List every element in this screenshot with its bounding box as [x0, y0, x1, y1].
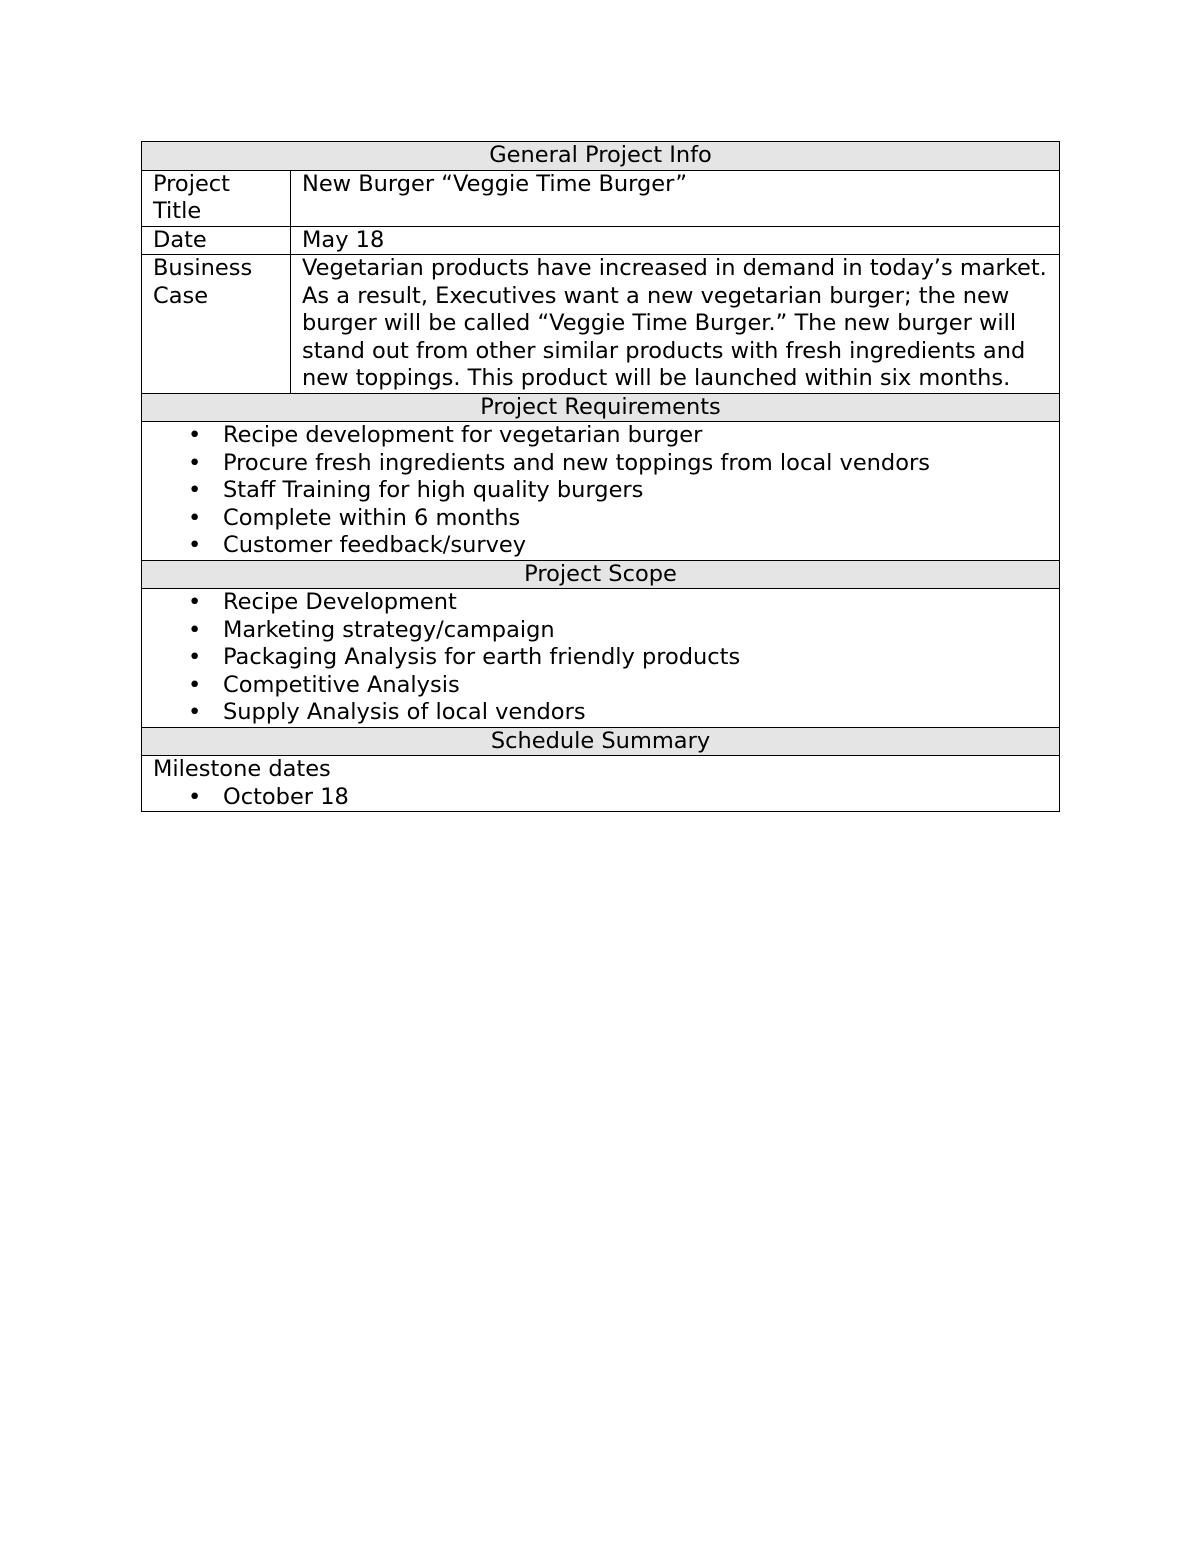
list-item: [188, 532, 1048, 560]
list-item: [188, 699, 1048, 727]
date-row: [142, 226, 1060, 255]
bullet-icon: •: [188, 644, 202, 670]
list-item-text: Recipe Development: [223, 589, 457, 615]
general-project-info-header: General Project Info: [142, 142, 1060, 171]
list-item-text: Recipe development for vegetarian burger: [223, 422, 703, 448]
date-label: Date: [142, 226, 291, 255]
list-item-text: Complete within 6 months: [223, 504, 521, 531]
bullet-icon: •: [188, 504, 202, 531]
document-page: [141, 141, 1059, 812]
project-title-row: [142, 170, 1060, 226]
business-case-row: [142, 255, 1060, 394]
milestone-list: [153, 784, 1048, 812]
requirements-row: [142, 422, 1060, 561]
requirements-list: [153, 422, 1048, 560]
scope-row: [142, 589, 1060, 728]
bullet-icon: •: [188, 783, 202, 810]
list-item-text: October 18: [223, 783, 349, 810]
bullet-icon: •: [188, 589, 202, 615]
list-item: [188, 644, 1048, 672]
bullet-icon: •: [188, 422, 202, 448]
requirements-cell: [142, 422, 1060, 561]
date-value: May 18: [291, 226, 1060, 255]
project-title-label: Project Title: [142, 170, 291, 226]
bullet-icon: •: [188, 616, 202, 643]
list-item-text: Packaging Analysis for earth friendly products: [223, 644, 741, 670]
scope-header-row: [142, 560, 1060, 589]
scope-list: [153, 589, 1048, 727]
bullet-icon: •: [188, 532, 202, 558]
scope-cell: [142, 589, 1060, 728]
schedule-row: [142, 756, 1060, 812]
list-item-text: Procure fresh ingredients and new toppings from local vendors: [223, 449, 930, 476]
bullet-icon: •: [188, 477, 202, 503]
list-item-text: Staff Training for high quality burgers: [223, 477, 644, 503]
project-charter-table: [141, 141, 1060, 812]
schedule-cell: [142, 756, 1060, 812]
list-item: [188, 589, 1048, 617]
list-item: [188, 422, 1048, 450]
milestone-dates-label: Milestone dates: [153, 756, 331, 782]
list-item-text: Customer feedback/survey: [223, 532, 527, 558]
schedule-header-row: [142, 727, 1060, 756]
list-item: [188, 616, 1048, 645]
list-item-text: Marketing strategy/campaign: [223, 616, 555, 643]
business-case-label: Business Case: [142, 255, 291, 394]
list-item-text: Competitive Analysis: [223, 671, 460, 698]
list-item: [188, 671, 1048, 700]
project-requirements-header: Project Requirements: [142, 393, 1060, 422]
bullet-icon: •: [188, 671, 202, 698]
list-item: [188, 783, 1048, 812]
list-item: [188, 504, 1048, 533]
bullet-icon: •: [188, 449, 202, 476]
list-item: [188, 477, 1048, 505]
project-title-value: New Burger “Veggie Time Burger”: [291, 170, 1060, 226]
list-item-text: Supply Analysis of local vendors: [223, 699, 586, 725]
general-header-row: [142, 142, 1060, 171]
project-scope-header: Project Scope: [142, 560, 1060, 589]
requirements-header-row: [142, 393, 1060, 422]
schedule-summary-header: Schedule Summary: [142, 727, 1060, 756]
business-case-value: Vegetarian products have increased in demand in today’s market. As a result, Executives want a new vegetarian burger; the new burger will be called “Veggie Time Burger.” The new burger will stand out from other similar products with fresh ingredients and new toppings. This product will be launched within six months.: [291, 255, 1060, 394]
bullet-icon: •: [188, 699, 202, 725]
list-item: [188, 449, 1048, 478]
